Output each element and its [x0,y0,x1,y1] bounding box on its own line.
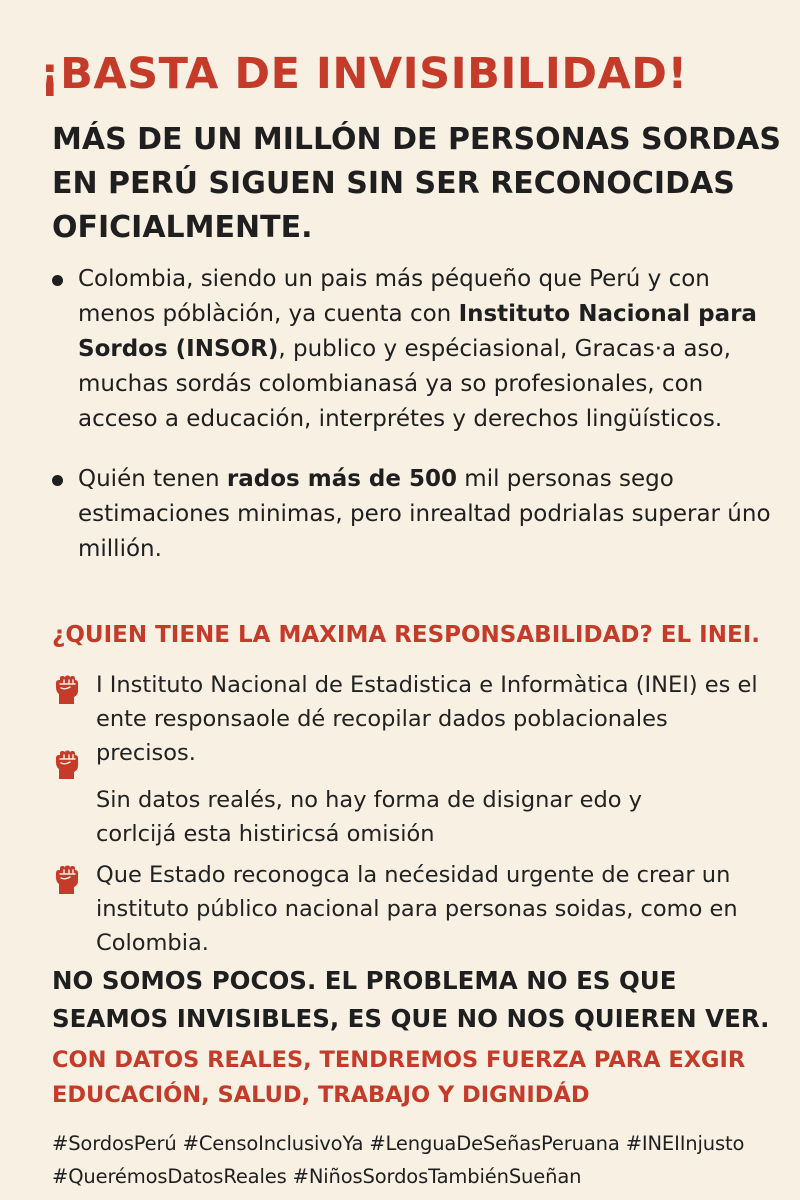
fist-item-text: I Instituto Nacional de Estadistica e Informàtica (INEI) es el ente responsaole dé recopilar dados poblacionales precisos. [96,672,758,766]
fist-list [52,668,772,960]
fist-item-institute [52,858,772,960]
fist-item-inei [52,668,772,770]
bullet-bold-text: Instituto Nacional para Sordos (INSOR) [78,301,757,362]
poster-title: ¡BASTA DE INVISIBILIDAD! [40,49,688,99]
fist-item-text: Sin datos realés, no hay forma de disignar edo y corlcijá esta histiricsá omisión [96,787,642,847]
raised-fist-icon [52,674,82,708]
bullet-item-colombia [52,262,772,437]
closing-statement: NO SOMOS POCOS. EL PROBLEMA NO ES QUE SEAMOS INVISIBLES, ES QUE NO NOS QUIEREN VER. [52,966,770,1033]
bullet-list [52,262,772,567]
hashtag-line-1: #SordosPerú #CensoInclusivoYa #LenguaDeSeñasPeruana #INEIInjusto [52,1132,745,1155]
bullet-item-estimate [52,462,772,567]
raised-fist-icon [52,864,82,898]
raised-fist-icon [52,749,82,783]
bullet-text-after: mil personas sego estimaciones minimas, pero inrealtad podrialas superar úno millión. [78,466,771,562]
bullet-text-after: , publico y espéciasional, Gracas·a aso, muchas sordás colombianasá ya so profesionales, con acceso a educación, interprétes y derechos lingüísticos. [78,336,731,432]
fist-item-text: Que Estado reconogca la nećesidad urgente de crear un instituto público nacional para personas soidas, como en Colombia. [96,862,738,956]
fist-item-data [52,777,772,851]
responsibility-question: ¿QUIEN TIENE LA MAXIMA RESPONSABILIDAD? EL INEI. [52,622,760,648]
poster-subtitle: MÁS DE UN MILLÓN DE PERSONAS SORDAS EN PERÚ SIGUEN SIN SER RECONOCIDAS OFICIALMENTE. [52,122,781,245]
bullet-text-before: Quién tenen [78,466,227,492]
hashtag-line-2: #QuerémosDatosReales #NiñosSordosTambiénSueñan [52,1165,582,1188]
bullet-dot-icon [52,275,63,286]
call-to-action: CON DATOS REALES, TENDREMOS FUERZA PARA EXGIR EDUCACIÓN, SALUD, TRABAJO Y DIGNIDÁD [52,1047,746,1108]
hashtags [52,1127,800,1193]
bullet-dot-icon [52,475,63,486]
bullet-text-before: Colombia, siendo un pais más péqueño que Perú y con menos póblàción, ya cuenta con [78,266,710,327]
bullet-bold-text: rados más de 500 [226,466,457,492]
